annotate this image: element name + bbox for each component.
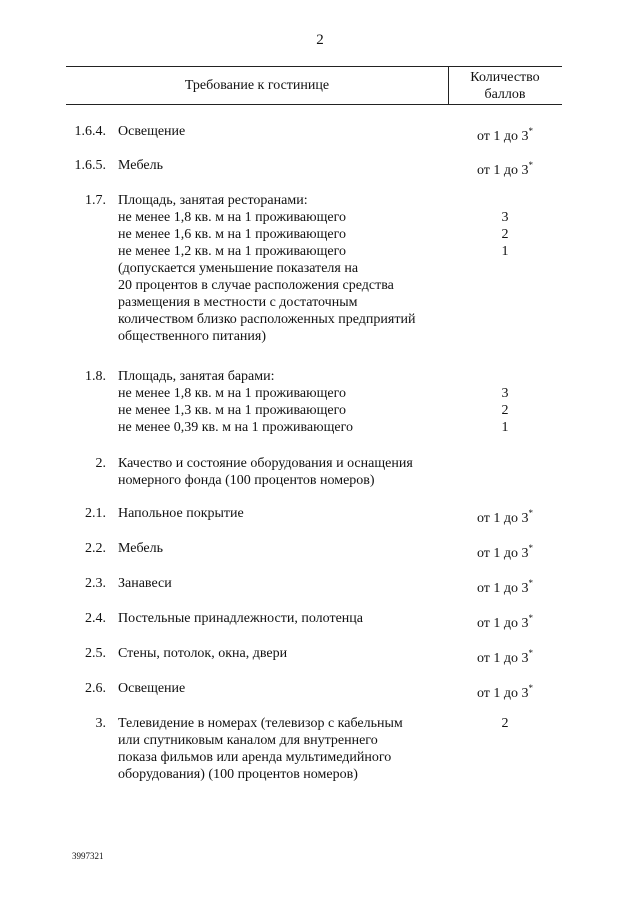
- points-value: [448, 243, 562, 260]
- requirement-line: показа фильмов или аренда мультимедийного: [118, 750, 392, 765]
- row-points: [448, 123, 562, 145]
- points-text: 2: [501, 227, 509, 242]
- points-text: от 1 до 3: [476, 163, 529, 178]
- requirement-line: не менее 0,39 кв. м на 1 проживающего: [118, 420, 353, 435]
- points-text: 2: [501, 716, 509, 731]
- row-number: 1.6.4.: [74, 124, 106, 139]
- row-requirement: [118, 680, 458, 697]
- row-requirement: [118, 455, 458, 489]
- points-text: 3: [501, 210, 509, 225]
- points-text: от 1 до 3: [476, 546, 529, 561]
- requirement-line: Напольное покрытие: [118, 506, 244, 521]
- requirement-line: не менее 1,8 кв. м на 1 проживающего: [118, 386, 346, 401]
- table-header-rule: [66, 104, 562, 105]
- points-value: [448, 226, 562, 243]
- points-value: [448, 402, 562, 419]
- footnote-asterisk: *: [528, 578, 534, 588]
- footnote-asterisk: *: [528, 508, 534, 518]
- header-points-line-1: Количество: [470, 70, 540, 85]
- points-value: [448, 157, 562, 179]
- header-points-line-2: баллов: [484, 87, 526, 102]
- row-number: 1.8.: [85, 369, 106, 384]
- row-number: 3.: [95, 716, 106, 731]
- points-text: 3: [501, 386, 509, 401]
- requirement-line: не менее 1,8 кв. м на 1 проживающего: [118, 210, 346, 225]
- points-text: от 1 до 3: [476, 511, 529, 526]
- points-text: от 1 до 3: [476, 129, 529, 144]
- row-number: 2.2.: [85, 541, 106, 556]
- requirement-line: Освещение: [118, 124, 186, 139]
- footnote-asterisk: *: [528, 613, 534, 623]
- page-number: 2: [316, 32, 324, 48]
- row-requirement: [118, 575, 458, 592]
- points-value: [448, 385, 562, 402]
- row-points: [448, 575, 562, 597]
- requirement-line: не менее 1,3 кв. м на 1 проживающего: [118, 403, 346, 418]
- row-number: 2.4.: [85, 611, 106, 626]
- row-points: [448, 209, 562, 260]
- points-value: [448, 715, 562, 732]
- requirement-line: номерного фонда (100 процентов номеров): [118, 473, 375, 488]
- row-points: [448, 157, 562, 179]
- requirement-line: Качество и состояние оборудования и оснащения: [118, 456, 413, 471]
- header-points: [448, 69, 562, 103]
- header-requirement: Требование к гостинице: [184, 78, 330, 93]
- requirement-line: Площадь, занятая ресторанами:: [118, 193, 308, 208]
- row-points: [448, 385, 562, 436]
- points-value: [448, 575, 562, 597]
- points-text: от 1 до 3: [476, 616, 529, 631]
- requirement-line: Мебель: [118, 158, 164, 173]
- points-value: [448, 540, 562, 562]
- row-points: [448, 540, 562, 562]
- requirement-line: не менее 1,2 кв. м на 1 проживающего: [118, 244, 346, 259]
- points-value: [448, 680, 562, 702]
- document-code: 3997321: [72, 851, 104, 861]
- points-value: [448, 610, 562, 632]
- footnote-asterisk: *: [528, 126, 534, 136]
- requirement-line: Мебель: [118, 541, 164, 556]
- requirement-line: Освещение: [118, 681, 186, 696]
- row-requirement: [118, 540, 458, 557]
- points-text: от 1 до 3: [476, 686, 529, 701]
- footnote-asterisk: *: [528, 543, 534, 553]
- row-number: 2.5.: [85, 646, 106, 661]
- requirement-line: 20 процентов в случае расположения средства: [118, 278, 394, 293]
- points-text: 1: [501, 244, 509, 259]
- row-requirement: [118, 505, 458, 522]
- row-points: [448, 505, 562, 527]
- row-number: 1.6.5.: [74, 158, 106, 173]
- points-value: [448, 419, 562, 436]
- row-requirement: [118, 192, 458, 345]
- row-requirement: [118, 715, 458, 783]
- footnote-asterisk: *: [528, 648, 534, 658]
- requirement-line: Стены, потолок, окна, двери: [118, 646, 288, 661]
- requirement-line: Телевидение в номерах (телевизор с кабельным: [118, 716, 403, 731]
- row-number: 2.3.: [85, 576, 106, 591]
- requirement-line: Постельные принадлежности, полотенца: [118, 611, 363, 626]
- row-number: 2.6.: [85, 681, 106, 696]
- row-number: 2.1.: [85, 506, 106, 521]
- requirement-line: Площадь, занятая барами:: [118, 369, 275, 384]
- points-value: [448, 505, 562, 527]
- requirement-line: Занавеси: [118, 576, 172, 591]
- requirement-line: общественного питания): [118, 329, 266, 344]
- row-requirement: [118, 368, 458, 436]
- row-requirement: [118, 123, 458, 140]
- row-number: 1.7.: [85, 193, 106, 208]
- row-points: [448, 645, 562, 667]
- row-number: 2.: [95, 456, 106, 471]
- table-top-rule: [66, 66, 562, 67]
- row-points: [448, 610, 562, 632]
- row-requirement: [118, 157, 458, 174]
- footnote-asterisk: *: [528, 683, 534, 693]
- row-requirement: [118, 610, 458, 627]
- points-value: [448, 645, 562, 667]
- requirement-line: или спутниковым каналом для внутреннего: [118, 733, 378, 748]
- points-value: [448, 209, 562, 226]
- points-text: от 1 до 3: [476, 651, 529, 666]
- requirement-line: размещения в местности с достаточным: [118, 295, 358, 310]
- row-requirement: [118, 645, 458, 662]
- requirement-line: оборудования) (100 процентов номеров): [118, 767, 358, 782]
- points-text: от 1 до 3: [476, 581, 529, 596]
- points-text: 2: [501, 403, 509, 418]
- row-points: [448, 715, 562, 732]
- requirement-line: (допускается уменьшение показателя на: [118, 261, 359, 276]
- points-text: 1: [501, 420, 509, 435]
- footnote-asterisk: *: [528, 160, 534, 170]
- points-value: [448, 123, 562, 145]
- requirement-line: не менее 1,6 кв. м на 1 проживающего: [118, 227, 346, 242]
- row-points: [448, 680, 562, 702]
- requirement-line: количеством близко расположенных предприятий: [118, 312, 416, 327]
